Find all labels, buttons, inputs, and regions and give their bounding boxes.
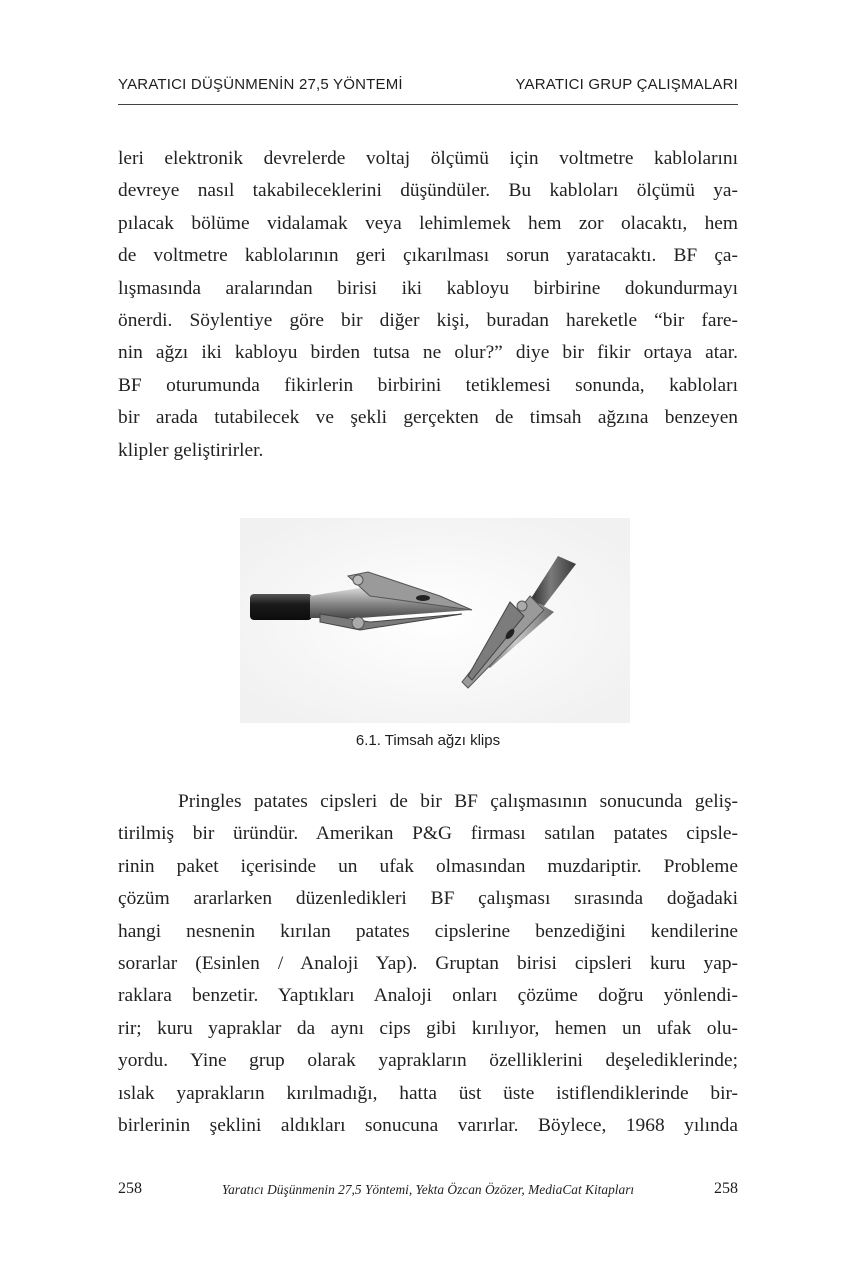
text-line: Pringles patates cipsleri de bir BF çalışmasının sonucunda geliş- xyxy=(178,791,738,812)
text-line: sorarlar (Esinlen / Analoji Yap). Gruptan birisi cipsleri kuru yap- xyxy=(118,953,738,975)
figure-caption: 6.1. Timsah ağzı klips xyxy=(355,732,501,749)
text-line: devreye nasıl takabileceklerini düşündüler. Bu kabloları ölçümü ya- xyxy=(118,180,738,202)
text-line: ıslak yaprakların kırılmadığı, hatta üst üste istiflendiklerinde bir- xyxy=(118,1082,738,1104)
text-line: bir arada tutabilecek ve şekli gerçekten de timsah ağzına benzeyen xyxy=(118,407,738,429)
header-book-title: YARATICI DÜŞÜNMENİN 27,5 YÖNTEMİ xyxy=(118,76,403,93)
text-line: rinin paket içerisinde un ufak olmasından muzdariptir. Probleme xyxy=(118,855,738,877)
text-line: çözüm ararlarken düzenledikleri BF çalışması sırasında doğadaki xyxy=(118,888,738,910)
figure-alligator-clips xyxy=(240,518,630,723)
text-line: leri elektronik devrelerde voltaj ölçümü için voltmetre kablolarını xyxy=(118,148,738,169)
running-header xyxy=(118,76,738,98)
text-line: klipler geliştirirler. xyxy=(118,439,264,461)
text-line: hangi nesnenin kırılan patates cipslerine benzediğini kendilerine xyxy=(118,920,738,942)
text-line: tirilmiş bir üründür. Amerikan P&G firması satılan patates cipsle- xyxy=(118,823,738,845)
text-line: yordu. Yine grup olarak yaprakların özelliklerini deşelediklerinde; xyxy=(118,1050,738,1072)
body-paragraph-1 xyxy=(118,143,738,467)
text-line: önerdi. Söylentiye göre bir diğer kişi, buradan hareketle “bir fare- xyxy=(118,310,738,332)
footer-book-citation: Yaratıcı Düşünmenin 27,5 Yöntemi, Yekta Özcan Özözer, MediaCat Kitapları xyxy=(221,1182,635,1197)
text-line: de voltmetre kablolarının geri çıkarılması sorun yaratacaktı. BF ça- xyxy=(118,245,738,267)
body-paragraph-2 xyxy=(118,786,738,1142)
header-chapter-title: YARATICI GRUP ÇALIŞMALARI xyxy=(515,76,738,93)
text-line: raklara benzetir. Yaptıkları Analoji onları çözüme doğru yönlendi- xyxy=(118,985,738,1007)
alligator-clips-photo xyxy=(240,518,630,723)
text-line: lışmasında aralarından birisi iki kabloyu birbirine dokundurmayı xyxy=(118,277,738,299)
text-line: pılacak bölüme vidalamak veya lehimlemek hem zor olacaktı, hem xyxy=(118,212,738,234)
page-number-left: 258 xyxy=(118,1180,142,1197)
text-line: rir; kuru yapraklar da aynı cips gibi kırılıyor, hemen un ufak olu- xyxy=(118,1017,738,1039)
text-line: birlerinin şeklini aldıkları sonucuna varırlar. Böylece, 1968 yılında xyxy=(118,1115,738,1137)
page-footer xyxy=(118,1180,738,1204)
page-number-right: 258 xyxy=(714,1180,738,1197)
header-rule xyxy=(118,104,738,105)
text-line: BF oturumunda fikirlerin birbirini tetiklemesi sonunda, kabloları xyxy=(118,374,738,396)
text-line: nin ağzı iki kabloyu birden tutsa ne olur?” diye bir fikir ortaya atar. xyxy=(118,342,738,364)
